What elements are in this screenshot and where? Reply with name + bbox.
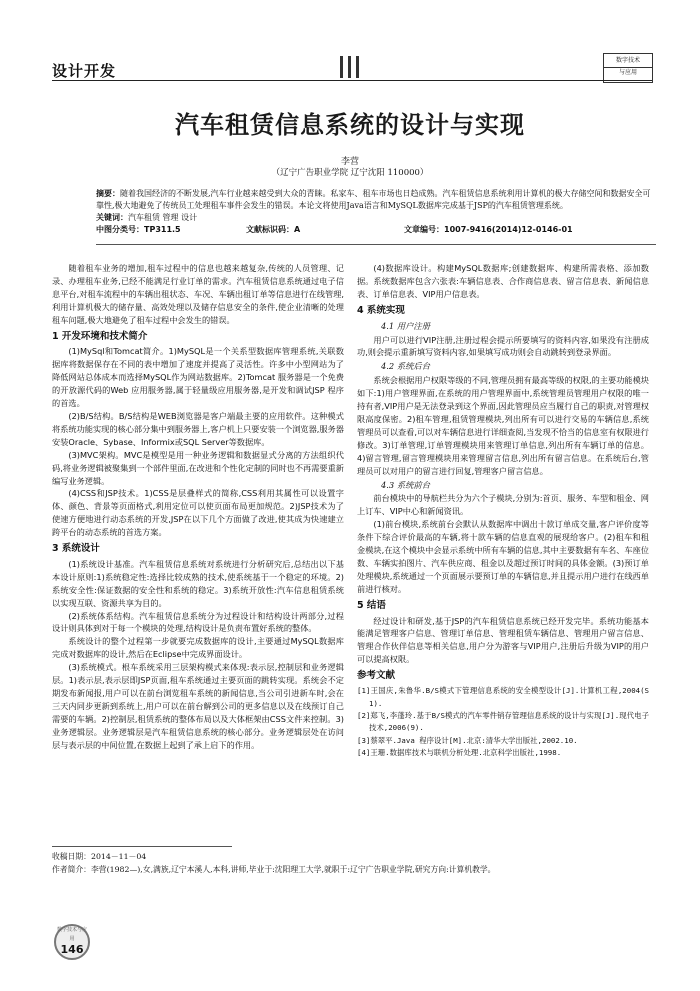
page-badge-ring-text: 数字技术与应用: [56, 927, 87, 942]
paragraph: (2)B/S结构。B/S结构是WEB浏览器是客户端最主要的应用软件。这种模式将系统功能实现的核心部分集中到服务器上,客户机上只要安装一个浏览器,服务器安装Oracle、Sybase、Informix或SQL Server等数据库。: [52, 410, 344, 447]
clc-number: 中图分类号：TP311.5: [96, 225, 181, 234]
author-affiliation: （辽宁广告职业学院 辽宁沈阳 110000）: [271, 168, 429, 178]
keywords-text: 汽车租赁 管理 设计: [128, 213, 198, 222]
paragraph: 系统设计的整个过程第一步就要完成数据库的设计,主要通过MySQL数据库完成对数据库的设计,然后在Eclipse中完成界面设计。: [52, 636, 344, 660]
section-3-heading: 3 系统设计: [52, 543, 100, 555]
article-number: 文章编号：1007-9416(2014)12-0146-01: [404, 225, 573, 234]
section-4-heading: 4 系统实现: [357, 304, 405, 316]
paragraph: 经过设计和研发,基于JSP的汽车租赁信息系统已经开发完毕。系统功能基本能满足管理客户信息、管理订单信息、管理租赁车辆信息、管理用户留言信息、管理合作伙伴信息等相关信息,用户分为游客与VIP用户,注册后升级为VIP的用户可以提高权限。: [357, 615, 649, 665]
right-column: [357, 262, 649, 760]
page-number-badge: [54, 924, 90, 960]
paragraph: (4)数据库设计。构建MySQL数据库;创建数据库、构建所需表格、添加数据。系统数据库包含六张表:车辆信息表、合作商信息表、留言信息表、新闻信息表、订单信息表、VIP用户信息表。: [357, 263, 649, 299]
paragraph: (1)前台模块,系统前台会默认从数据库中调出十款订单成交量,客户评价度等条件下综合评价最高的车辆,将十款车辆的信息直观的展现给客户。(2)租车和租金模块,在这个模块中会显示系统中所有车辆的信息,其中主要数据有车名、车座位数、车辆实拍图片、汽车供应商、租金以及超过预订时间的具体金额。(3)预订单处理模块,系统通过一个页面展示要预订单的车辆信息,并且提示用户进行在线西单前进行核对。: [357, 519, 649, 594]
references-heading: 参考文献: [357, 670, 396, 682]
section-header: 设计开发: [52, 62, 117, 80]
document-code: 文献标识码：A: [246, 225, 301, 234]
reference-item: [2]郑飞,李蓬玲.基于B/S模式的汽车零件销存管理信息系统的设计与实现[J].现代电子技术,2006(9).: [357, 710, 649, 733]
paragraph: (2)系统体系结构。汽车租赁信息系统分为过程设计和结构设计两部分,过程设计则具体到对于每一个模块的处理,结构设计是负责布置好系统的整体。: [52, 610, 344, 634]
paragraph: (1)系统设计基准。汽车租赁信息系统对系统进行分析研究后,总结出以下基本设计原则:1)系统稳定性:选择比较成熟的技术,使系统基于一个稳定的环境。2)系统安全性:保证数据的安全性和系统的稳定。3)系统开放性:汽车信息租赁系统以实现互联、资源共享为目的。: [52, 558, 344, 608]
abstract-text: 随着我国经济的不断发展,汽车行业越来越受到大众的青睐。私家车、租车市场也日趋成熟。汽车租赁信息系统利用计算机的极大存储空间和数据安全可靠性,极大地避免了传统员工处理租车事件会发生的错误。本论文将使用Java语言和MySQL数据库完成基于JSP的汽车租赁管理系统。: [96, 189, 651, 210]
footnote-rule: [52, 846, 232, 847]
paragraph: 前台模块中的导航栏共分为六个子模块,分别为:首页、服务、车型和租金、网上订车、VIP中心和新闻资讯。: [357, 493, 649, 517]
section-1-heading: 1 开发环境和技术简介: [52, 330, 148, 342]
meta-rule: [96, 244, 656, 245]
journal-logo: [603, 53, 653, 83]
page-number: 146: [60, 943, 84, 956]
header-divider-bars: [340, 56, 360, 78]
subsection-4-1-heading: 4.1 用户注册: [381, 320, 431, 331]
abstract: [96, 188, 656, 212]
author-bio: 作者简介：李营(1982—),女,满族,辽宁本溪人,本科,讲师,毕业于:沈阳理工大学,就职于:辽宁广告职业学院,研究方向:计算机教学。: [52, 865, 496, 874]
section-5-heading: 5 结语: [357, 599, 386, 611]
keywords: [96, 212, 656, 224]
paragraph: 系统会根据用户权限等级的不同,管理员拥有最高等级的权限,的主要功能模块如下:1)用户管理界面,在系统的用户管理界面中,系统管理员管理用户权限的唯一持有者,VIP用户是无法登录到这个界面,因此管理员应当履行自己的职责,对管理权限高度保密。2)租车管理,租赁管理模块,列出所有可以进行交易的车辆信息,系统管理员可以查看,可以对车辆信息进行详细查阅,当发现不恰当的信息室有权限进行修改。3)订单管理,订单管理模块用来管理订单信息,列出所有车辆订单的信息。4)留言管理,留言管理模块用来管理留言信息,列出所有留言信息。在系统后台,管理员可以对用户的留言进行回复,管理客户留言信息。: [357, 375, 649, 476]
reference-item: [4]王珊.数据库技术与联机分析处理.北京科学出版社,1998.: [357, 748, 562, 758]
subsection-4-2-heading: 4.2 系统后台: [381, 361, 431, 372]
paragraph: (3)系统模式。根车系统采用三层架构模式来体现:表示层,控制层和业务逻辑层。1)表示层,表示层即JSP页面,租车系统通过主要页面的跳转实现。系统会不定期发布新闻报,用户可以在前台浏览租车系统的新闻信息,当公司引进新车时,会在三天内同步更新到系统上,用户可以在前台解到公司的更多信息以及在线预订自己需要的车辆。2)控制层,租赁系统的整体布局以及大体框架由CSS文件来控制。3)业务逻辑层。业务逻辑层是汽车租赁信息系统的核心部分。业务逻辑层处在访问层与表示层的中间位置,在数据上起到了承上启下的作用。: [52, 662, 344, 750]
header-rule: [52, 80, 652, 81]
abstract-block: [96, 188, 656, 236]
classification-row: [96, 224, 656, 236]
keywords-label: 关键词：: [96, 213, 128, 222]
intro-paragraph: 随着租车业务的增加,租车过程中的信息也越来越复杂,传统的人员管理、记录、办理租车业务,已经不能满足行业订单的需求。汽车租赁信息系统通过电子信息平台,对租车流程中的车辆出租状态、车况、车辆出租订单等信息进行在线管理,利用计算机极大的储存量、高效处理以及储存信息安全的条件,使企业清晰的处理租车问题,极大地避免了租车过程中会发生的错误。: [52, 263, 344, 325]
paragraph: 用户可以进行VIP注册,注册过程会提示所要填写的资料内容,如果没有注册成功,则会提示重新填写资料内容,如果填写成功则会自动跳转到登录界面。: [357, 334, 649, 358]
reference-item: [1]王国庆,朱鲁华.B/S模式下管理信息系统的安全模型设计[J].计算机工程,2004(S1).: [357, 686, 649, 708]
subsection-4-3-heading: 4.3 系统前台: [381, 479, 431, 490]
reference-list: [357, 685, 649, 759]
left-column: [52, 262, 344, 752]
author-name: 李营: [340, 157, 359, 167]
reference-item: [3]蔡翠平.Java 程序设计[M].北京:清华大学出版社,2002.10.: [357, 735, 578, 745]
article-title: 汽车租赁信息系统的设计与实现: [175, 110, 525, 139]
received-date: 收稿日期：2014－11－04: [52, 852, 147, 861]
paragraph: (3)MVC架构。MVC是模型是用一种业务逻辑和数据显式分离的方法组织代码,将业务逻辑被聚集到一个部件里面,在改进和个性化定制的同时也不再需要重新编写业务逻辑。: [52, 449, 344, 486]
logo-line2: 与应用: [618, 69, 637, 76]
abstract-label: 摘要：: [96, 189, 120, 198]
paragraph: (4)CSS和JSP技术。1)CSS是层叠样式的简称,CSS利用其属性可以设置字体、颜色、背景等页面格式,利用定位可以使页面布局更加规范。2)JSP技术为了使速方便地进行动态系统的开发,JSP在以下几个方面做了改进,使其成为快速建立跨平台的动态系统的首选方案。: [52, 488, 344, 538]
paragraph: (1)MySql和Tomcat简介。1)MySQL是一个关系型数据库管理系统,关联数据库将数据保存在不同的表中增加了速度并提高了灵活性。许多中小型网站为了降低网站总体成本而选择MySQL作为网站数据库。2)Tomcat 服务器是一个免费的开放源代码的Web 应用服务器,属于轻量级应用服务器,是开发和调试JSP 程序的首选。: [52, 346, 344, 409]
logo-line1: 数字技术: [604, 54, 652, 68]
